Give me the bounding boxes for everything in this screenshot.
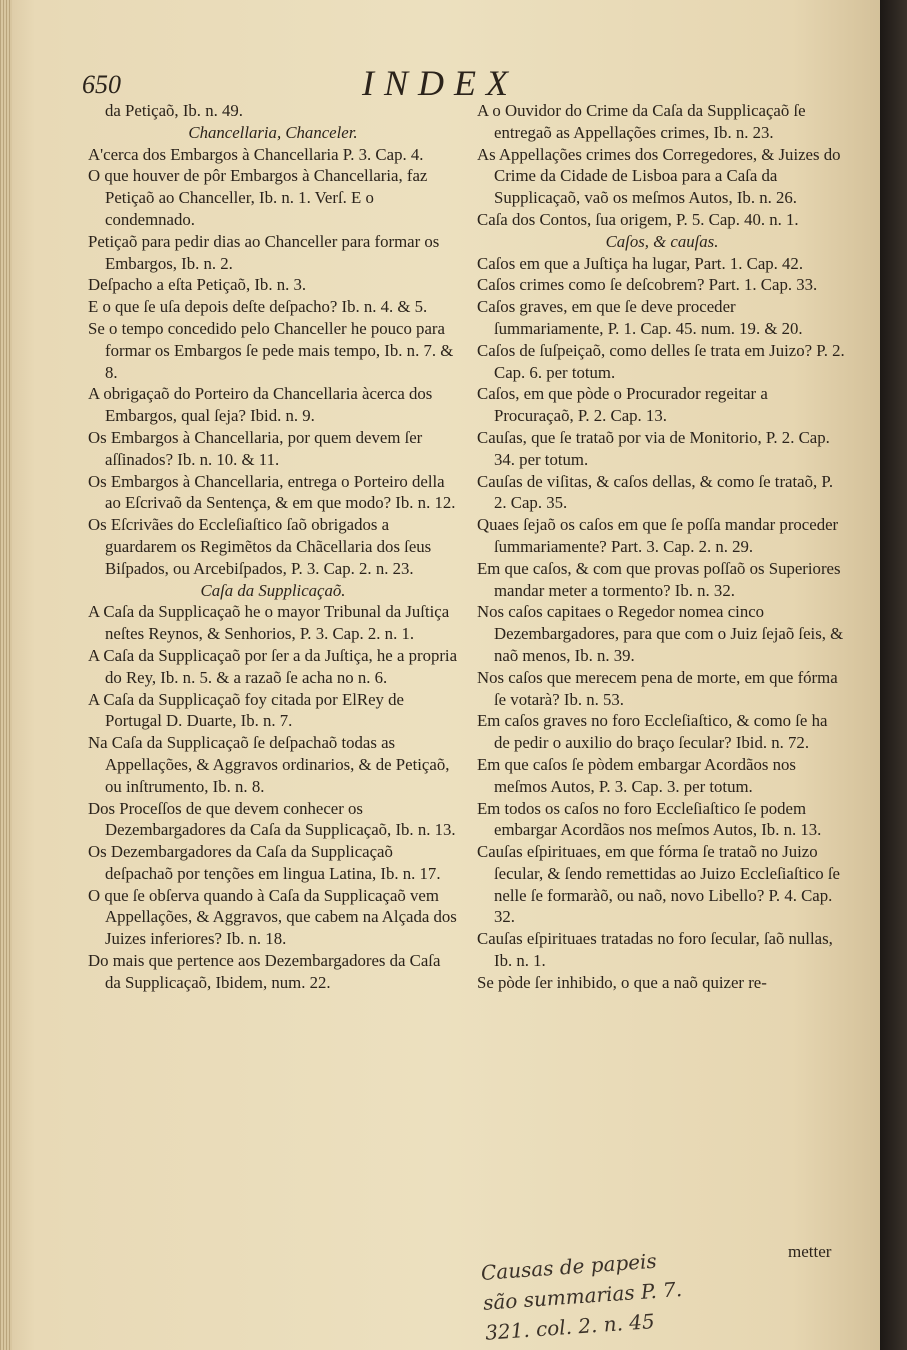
- index-entry: O que houver de pôr Embargos à Chancellaria, faz Petiçaõ ao Chanceller, Ib. n. 1. Verſ. E o condemnado.: [88, 166, 428, 229]
- index-entry: Caſos crimes como ſe deſcobrem? Part. 1. Cap. 33.: [477, 275, 818, 295]
- index-entry: Os Embargos à Chancellaria, por quem devem ſer aſſinados? Ib. n. 10. & 11.: [88, 427, 423, 469]
- index-entry: Se o tempo concedido pelo Chanceller he pouco para formar os Embargos ſe pede mais tempo, Ib. n. 7. & 8.: [88, 318, 454, 382]
- index-entry: Do mais que pertence aos Dezembargadores da Caſa da Supplicaçaõ, Ibidem, num. 22.: [88, 951, 441, 992]
- section-heading: Caſa da Supplicaçaõ.: [200, 580, 346, 600]
- index-entry: Dos Proceſſos de que devem conhecer os Dezembargadores da Caſa da Supplicaçaõ, Ib. n. 13.: [88, 798, 456, 840]
- handwritten-line: Causas de papeis: [480, 1248, 658, 1285]
- index-entry: Os Embargos à Chancellaria, entrega o Porteiro della ao Eſcrivaõ da Sentença, & em que modo? Ib. n. 12.: [88, 471, 456, 513]
- section-heading: Chancellaria, Chanceler.: [188, 122, 358, 142]
- index-entry: A Caſa da Supplicaçaõ por ſer a da Juſtiça, he a propria do Rey, Ib. n. 5. & a razaõ ſe acha no n. 6.: [88, 645, 458, 687]
- index-entry: Se pòde ſer inhibido, o que a naõ quizer re-: [477, 972, 767, 992]
- page-number: 650: [82, 70, 121, 99]
- index-entry: Caſos, em que pòde o Procurador regeitar a Procuraçaõ, P. 2. Cap. 13.: [477, 384, 768, 426]
- index-entry: Cauſas de viſitas, & caſos dellas, & como ſe trataõ, P. 2. Cap. 35.: [477, 471, 834, 513]
- handwritten-line: são summarias P. 7.: [482, 1277, 683, 1315]
- index-entry: Os Eſcrivães do Eccleſiaſtico ſaõ obrigados a guardarem os Regimẽtos da Chãcellaria dos ſeus Biſpados, ou Arcebiſpados, P. 3. Cap. 2. n. 23.: [88, 515, 432, 578]
- index-entry: Caſos graves, em que ſe deve proceder ſummariamente, P. 1. Cap. 45. num. 19. & 20.: [477, 297, 803, 338]
- index-entry: Nos caſos capitaes o Regedor nomea cinco Dezembargadores, para que com o Juiz ſejaõ ſeis, & naõ menos, Ib. n. 39.: [477, 602, 844, 665]
- page-title: INDEX: [362, 63, 518, 103]
- index-entry: Quaes ſejaõ os caſos em que ſe poſſa mandar proceder ſummariamente? Part. 3. Cap. 2. n. 29.: [477, 515, 839, 556]
- index-entry: Em todos os caſos no foro Eccleſiaſtico ſe podem embargar Acordãos nos meſmos Autos, Ib. n. 13.: [477, 798, 822, 840]
- index-entry: Nos caſos que merecem pena de morte, em que fórma ſe votarà? Ib. n. 53.: [477, 667, 838, 709]
- index-entry: Deſpacho a eſta Petiçaõ, Ib. n. 3.: [88, 275, 307, 295]
- index-entry: da Petiçaõ, Ib. n. 49.: [105, 101, 243, 120]
- index-entry: O que ſe obſerva quando à Caſa da Supplicaçaõ vem Appellações, & Aggravos, que cabem na Alçada dos Juizes inferiores? Ib. n. 18.: [88, 885, 457, 949]
- index-entry: Em que caſos ſe pòdem embargar Acordãos nos meſmos Autos, P. 3. Cap. 3. per totum.: [477, 754, 796, 796]
- left-column: [88, 100, 458, 994]
- section-heading: Caſos, & cauſas.: [605, 231, 719, 251]
- index-entry: Na Caſa da Supplicaçaõ ſe deſpachaõ todas as Appellações, & Aggravos ordinarios, & de Petiçaõ, ou inſtrumento, Ib. n. 8.: [88, 733, 450, 796]
- page-header: [82, 62, 842, 102]
- index-entry: Caſos em que a Juſtiça ha lugar, Part. 1. Cap. 42.: [477, 253, 804, 273]
- index-entry: A'cerca dos Embargos à Chancellaria P. 3. Cap. 4.: [88, 144, 424, 164]
- page-edge-shadow: [880, 0, 907, 1350]
- index-entry: Cauſas eſpirituaes, em que fórma ſe trataõ no Juizo ſecular, & ſendo remettidas ao Juizo Eccleſiaſtico ſe nelle ſe formaràõ, ou naõ, novo Libello? P. 4. Cap. 32.: [477, 842, 840, 927]
- index-entry: A obrigaçaõ do Porteiro da Chancellaria àcerca dos Embargos, qual ſeja? Ibid. n. 9.: [88, 384, 433, 426]
- index-entry: Caſos de ſuſpeiçaõ, como delles ſe trata em Juizo? P. 2. Cap. 6. per totum.: [477, 340, 845, 382]
- index-entry: A Caſa da Supplicaçaõ foy citada por ElRey de Portugal D. Duarte, Ib. n. 7.: [88, 689, 404, 731]
- index-entry: E o que ſe uſa depois deſte deſpacho? Ib. n. 4. & 5.: [88, 297, 428, 317]
- index-entry: Os Dezembargadores da Caſa da Supplicaçaõ deſpachaõ por tenções em lingua Latina, Ib. n. 17.: [88, 842, 441, 883]
- index-entry: Cauſas, que ſe trataõ por via de Monitorio, P. 2. Cap. 34. per totum.: [477, 427, 830, 469]
- index-entry: Cauſas eſpirituaes tratadas no foro ſecular, ſaõ nullas, Ib. n. 1.: [477, 929, 833, 971]
- index-entry: A o Ouvidor do Crime da Caſa da Supplicaçaõ ſe entregaõ as Appellações crimes, Ib. n. 23.: [477, 101, 806, 142]
- handwritten-note: [480, 1236, 805, 1348]
- index-entry: Em que caſos, & com que provas poſſaõ os Superiores mandar meter a tormento? Ib. n. 32.: [477, 558, 841, 600]
- handwritten-line: 321. col. 2. n. 45: [484, 1309, 656, 1345]
- index-entry: Petiçaõ para pedir dias ao Chanceller para formar os Embargos, Ib. n. 2.: [88, 231, 440, 273]
- catchword: metter: [788, 1242, 832, 1261]
- index-entry: A Caſa da Supplicaçaõ he o mayor Tribunal da Juſtiça neſtes Reynos, & Senhorios, P. 3. Cap. 2. n. 1.: [88, 602, 450, 644]
- index-entry: Em caſos graves no foro Eccleſiaſtico, & como ſe ha de pedir o auxilio do braço ſecular? Ibid. n. 72.: [477, 711, 828, 753]
- index-entry: As Appellações crimes dos Corregedores, & Juizes do Crime da Cidade de Lisboa para a Caſa da Supplicaçaõ, vaõ os meſmos Autos, Ib. n. 26.: [477, 144, 841, 208]
- right-column: [477, 100, 847, 994]
- index-entry: Caſa dos Contos, ſua origem, P. 5. Cap. 40. n. 1.: [477, 209, 799, 229]
